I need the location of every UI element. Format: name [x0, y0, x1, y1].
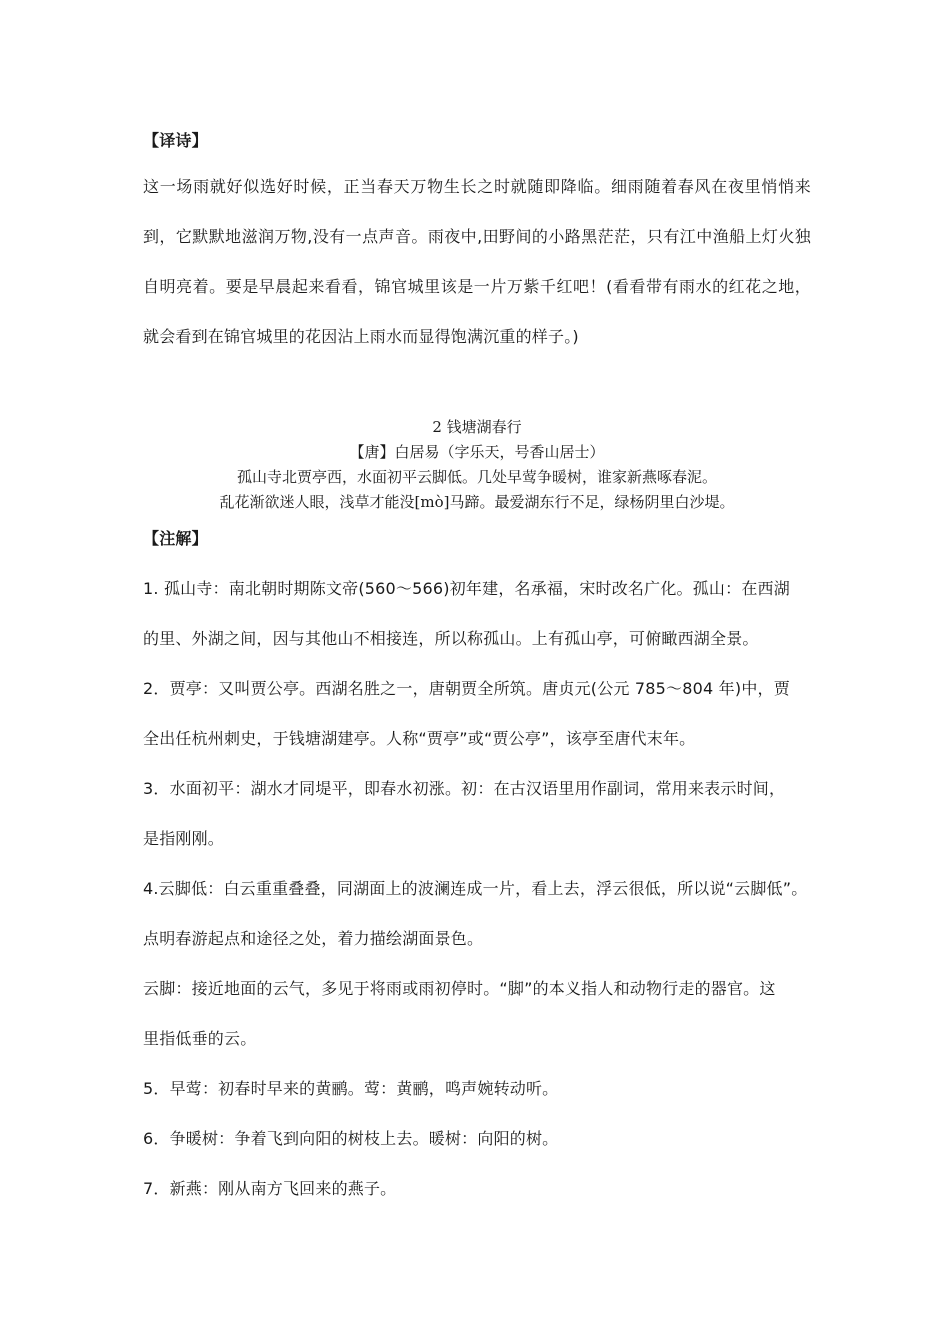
note-6: 6．争暖树：争着飞到向阳的树枝上去。暖树：向阳的树。 — [143, 1129, 559, 1148]
note-3-line-1: 3．水面初平：湖水才同堤平，即春水初涨。初：在古汉语里用作副词，常用来表示时间， — [143, 779, 786, 798]
note-4-line-1: 4.云脚低：白云重重叠叠，同湖面上的波澜连成一片，看上去，浮云很低，所以说“云脚低”。 — [143, 879, 808, 898]
note-4-line-4: 里指低垂的云。 — [143, 1029, 257, 1048]
note-7: 7．新燕：刚从南方飞回来的燕子。 — [143, 1179, 397, 1198]
poem-line-2: 乱花渐欲迷人眼，浅草才能没[mò]马蹄。最爱湖东行不足，绿杨阴里白沙堤。 — [219, 493, 735, 511]
notes-heading: 【注解】 — [143, 529, 208, 548]
poem-title: 2 钱塘湖春行 — [432, 418, 522, 436]
translation-paragraph: 这一场雨就好似选好时候，正当春天万物生长之时就随即降临。细雨随着春风在夜里悄悄来到，它默默地滋润万物,没有一点声音。雨夜中,田野间的小路黑茫茫，只有江中渔船上灯火独自明亮着。要是早晨起来看看，锦官城里该是一片万紫千红吧！(看看带有雨水的红花之地，就会看到在锦官城里的花因沾上雨水而显得饱满沉重的样子。) — [143, 177, 811, 346]
poem-line-1: 孤山寺北贾亭西，水面初平云脚低。几处早莺争暖树，谁家新燕啄春泥。 — [236, 468, 717, 486]
note-1-line-2: 的里、外湖之间，因与其他山不相接连，所以称孤山。上有孤山亭，可俯瞰西湖全景。 — [143, 629, 759, 648]
note-1-line-1: 1. 孤山寺：南北朝时期陈文帝(560～566)初年建，名承福，宋时改名广化。孤山：在西湖 — [143, 579, 790, 598]
note-4-line-2: 点明春游起点和途径之处，着力描绘湖面景色。 — [143, 929, 484, 948]
note-2-line-1: 2．贾亭：又叫贾公亭。西湖名胜之一，唐朝贾全所筑。唐贞元(公元 785～804 年)中，贾 — [143, 679, 790, 698]
poem-author: 【唐】白居易（字乐天，号香山居士） — [349, 443, 605, 461]
note-3-line-2: 是指刚刚。 — [143, 829, 225, 848]
note-4-line-3: 云脚：接近地面的云气，多见于将雨或雨初停时。“脚”的本义指人和动物行走的器官。这 — [143, 979, 776, 998]
translation-heading: 【译诗】 — [143, 131, 208, 150]
note-5: 5．早莺：初春时早来的黄鹂。莺：黄鹂，鸣声婉转动听。 — [143, 1079, 559, 1098]
note-2-line-2: 全出任杭州刺史，于钱塘湖建亭。人称“贾亭”或“贾公亭”，该亭至唐代末年。 — [143, 729, 696, 748]
